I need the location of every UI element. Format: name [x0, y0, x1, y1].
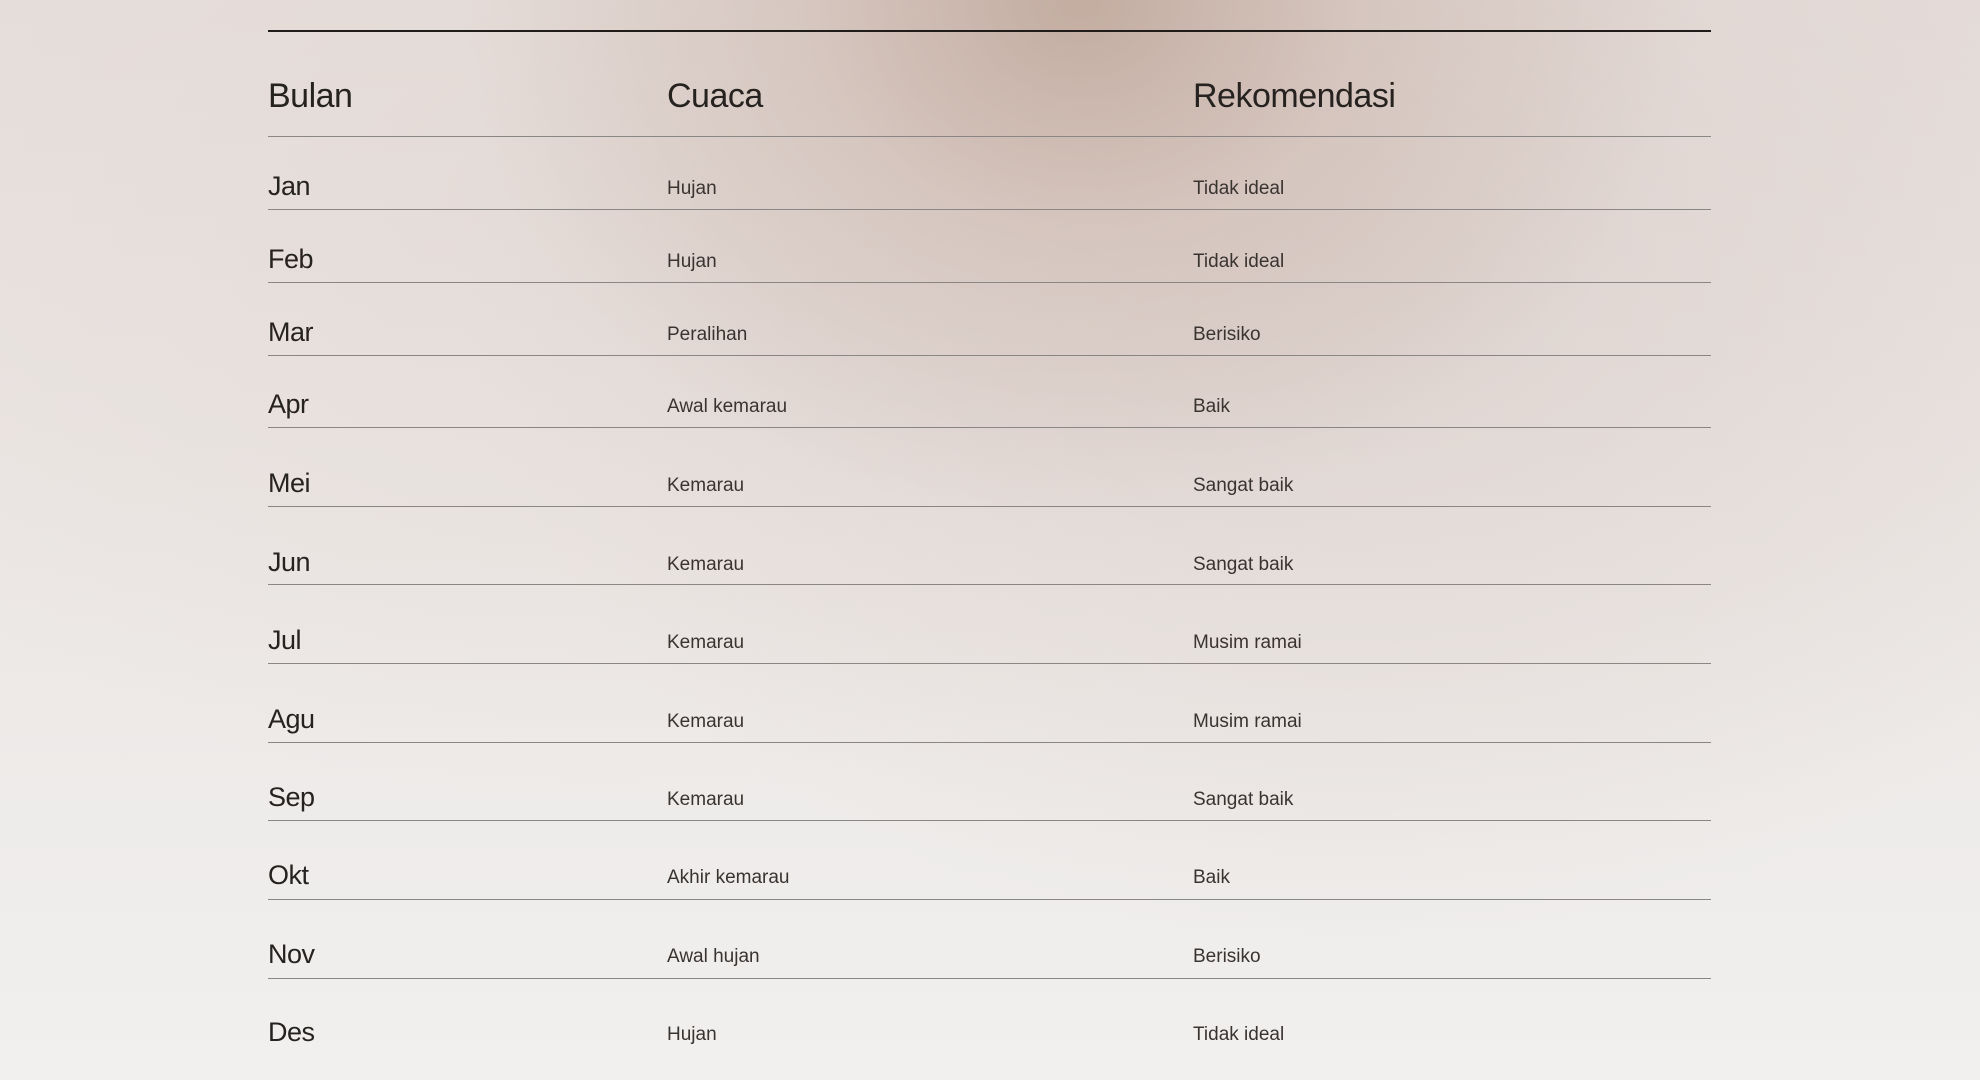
table-row [268, 428, 1711, 507]
weather-cell: Peralihan [667, 324, 748, 345]
column-header-recommendation: Rekomendasi [1193, 77, 1396, 115]
recommendation-cell: Berisiko [1193, 324, 1261, 345]
month-cell: Des [268, 1017, 315, 1047]
weather-cell: Hujan [667, 1024, 717, 1045]
recommendation-cell: Tidak ideal [1193, 251, 1285, 272]
table-row [268, 821, 1711, 900]
table-header-row [268, 32, 1711, 137]
weather-cell: Akhir kemarau [667, 867, 790, 888]
recommendation-cell: Berisiko [1193, 946, 1261, 967]
month-cell: Jun [268, 547, 311, 577]
weather-cell: Awal kemarau [667, 396, 788, 417]
recommendation-cell: Tidak ideal [1193, 1024, 1285, 1045]
weather-cell: Kemarau [667, 475, 745, 496]
month-cell: Mei [268, 468, 311, 498]
month-cell: Sep [268, 782, 315, 812]
weather-cell: Kemarau [667, 711, 745, 732]
table-row [268, 743, 1711, 821]
recommendation-cell: Musim ramai [1193, 711, 1302, 732]
month-cell: Jan [268, 171, 311, 201]
table-row [268, 210, 1711, 283]
recommendation-cell: Baik [1193, 867, 1230, 888]
month-cell: Agu [268, 704, 315, 734]
recommendation-cell: Baik [1193, 396, 1230, 417]
month-cell: Jul [268, 625, 302, 655]
weather-cell: Awal hujan [667, 946, 760, 967]
weather-cell: Kemarau [667, 554, 745, 575]
recommendation-cell: Musim ramai [1193, 632, 1302, 653]
month-cell: Nov [268, 939, 315, 969]
table-row [268, 585, 1711, 664]
column-header-month: Bulan [268, 77, 353, 115]
month-cell: Feb [268, 244, 314, 274]
column-header-weather: Cuaca [667, 77, 763, 115]
weather-cell: Kemarau [667, 632, 745, 653]
weather-cell: Kemarau [667, 789, 745, 810]
month-cell: Apr [268, 389, 309, 419]
table-row [268, 664, 1711, 743]
table-row [268, 356, 1711, 428]
recommendation-cell: Sangat baik [1193, 554, 1294, 575]
table-row [268, 507, 1711, 585]
month-cell: Mar [268, 317, 313, 347]
recommendation-cell: Tidak ideal [1193, 178, 1285, 199]
table-row [268, 283, 1711, 356]
table-row [268, 900, 1711, 979]
recommendation-cell: Sangat baik [1193, 475, 1294, 496]
weather-cell: Hujan [667, 251, 717, 272]
month-cell: Okt [268, 860, 309, 890]
recommendation-cell: Sangat baik [1193, 789, 1294, 810]
table-row [268, 137, 1711, 210]
weather-cell: Hujan [667, 178, 717, 199]
table-row [268, 979, 1711, 1058]
